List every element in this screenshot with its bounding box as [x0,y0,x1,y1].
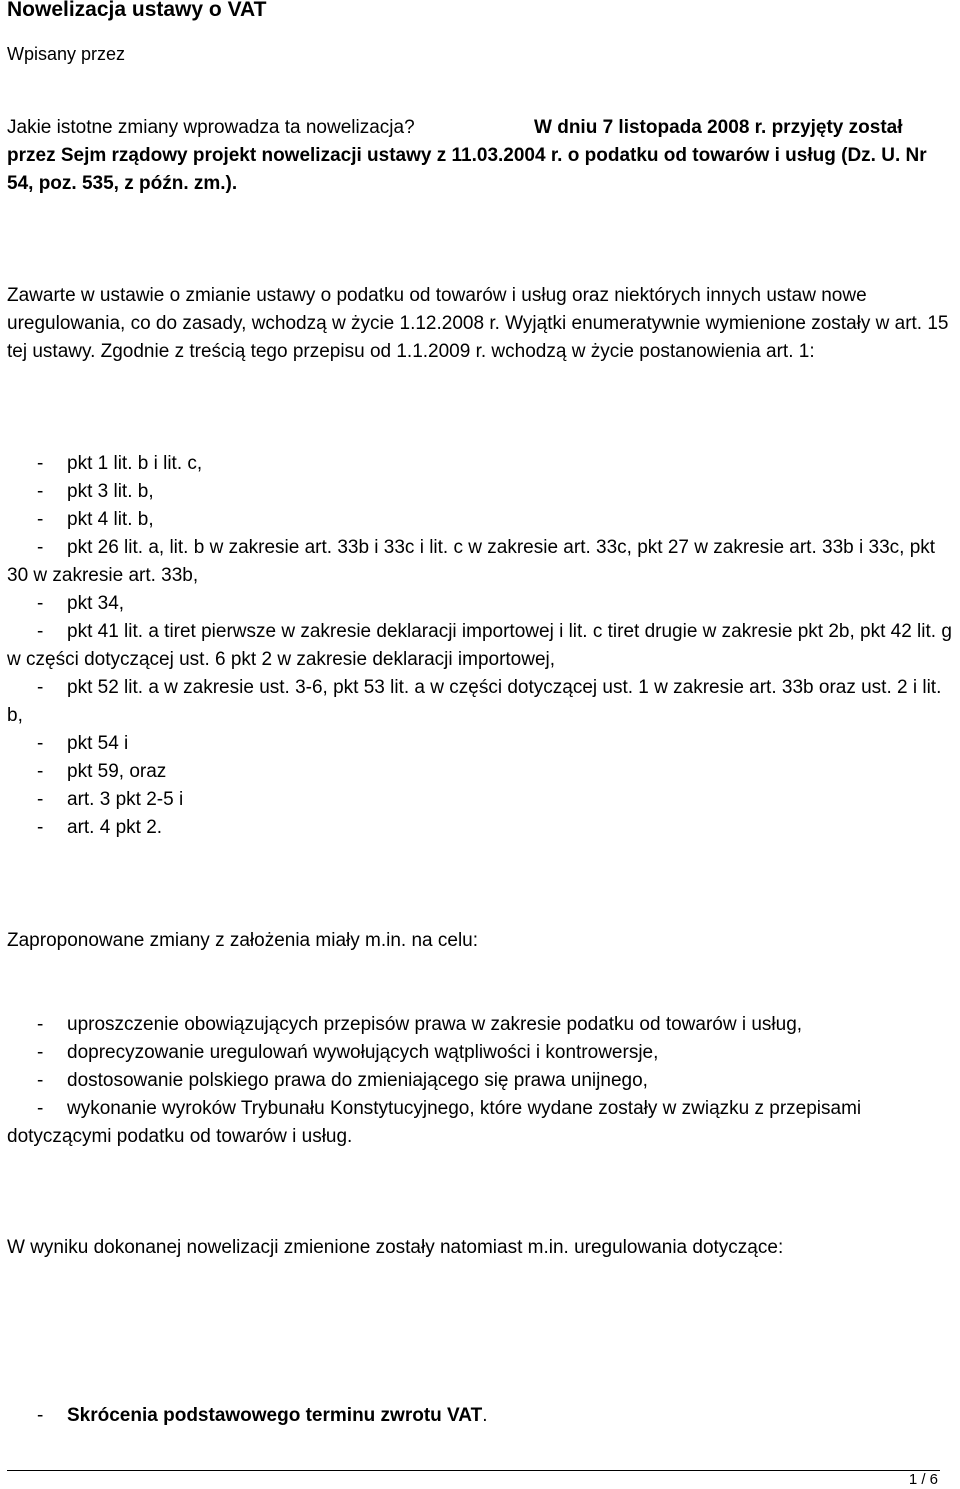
goals-list [7,1011,952,1151]
list-item [7,786,952,814]
list-item [7,814,952,842]
list-dash: - [37,1405,44,1426]
list-item-text: pkt 34, [67,593,125,614]
list-dash: - [37,761,44,782]
list-dash: - [37,1042,44,1063]
list-dash: - [37,593,44,614]
list-dash: - [37,1014,44,1035]
changes-list [7,1402,952,1430]
list-dash: - [37,789,44,810]
list-item [7,534,952,590]
list-dash: - [37,1070,44,1091]
list-item-bold-text: Skrócenia podstawowego terminu zwrotu VAT [67,1405,483,1426]
list-item [7,450,952,478]
list-item-text: pkt 52 lit. a w zakresie ust. 3-6, pkt 53 lit. a w części dotyczącej ust. 1 w zakresie art. 33b oraz ust. 2 i lit. b, [7,677,942,726]
list-item [7,1402,952,1430]
list-dash: - [37,537,44,558]
paragraph-effective-dates: Zawarte w ustawie o zmianie ustawy o podatku od towarów i usług oraz niektórych innych ustaw nowe uregulowania, co do zasady, wchodzą w życie 1.12.2008 r. Wyjątki enumeratywnie wymienione zostały w art. 15 tej ustawy. Zgodnie z treścią tego przepisu od 1.1.2009 r. wchodzą w życie postanowienia art. 1: [7,285,949,362]
list-item [7,674,952,730]
list-dash: - [37,621,44,642]
intro-paragraph [7,114,952,198]
author-byline: Wpisany przez [7,44,126,64]
intro-statement-line1: W dniu 7 listopada 2008 r. przyjęty [534,117,844,138]
list-item-text: dostosowanie polskiego prawa do zmieniającego się prawa unijnego, [67,1070,648,1091]
page-title: Nowelizacja ustawy o VAT [7,0,267,21]
list-item [7,1011,952,1039]
list-item [7,618,952,674]
list-item-text: pkt 41 lit. a tiret pierwsze w zakresie deklaracji importowej i lit. c tiret drugie w zakresie pkt 2b, pkt 42 lit. g w części dotyczącej ust. 6 pkt 2 w zakresie deklaracji importowej, [7,621,952,670]
list-item-text: pkt 3 lit. b, [67,481,154,502]
list-item [7,758,952,786]
list-item-text: art. 3 pkt 2-5 i [67,789,184,810]
list-item-text: uproszczenie obowiązujących przepisów prawa w zakresie podatku od towarów i usług, [67,1014,803,1035]
list-dash: - [37,733,44,754]
list-item-tail: . [482,1405,488,1426]
list-item [7,590,952,618]
paragraph-changes: W wyniku dokonanej nowelizacji zmienione zostały natomiast m.in. uregulowania dotyczące: [7,1237,784,1258]
list-item [7,730,952,758]
list-item [7,1095,952,1151]
intro-statement-rest: został przez Sejm rządowy projekt nowelizacji ustawy z 11.03.2004 r. o podatku od towarów i usług (Dz. U. Nr 54, poz. 535, z późn. zm.). [7,117,927,194]
list-dash: - [37,677,44,698]
list-dash: - [37,817,44,838]
list-item-text: wykonanie wyroków Trybunału Konstytucyjnego, które wydane zostały w związku z przepisami dotyczącymi podatku od towarów i usług. [7,1098,862,1147]
list-item-text: pkt 4 lit. b, [67,509,154,530]
list-dash: - [37,1098,44,1119]
paragraph-goals: Zaproponowane zmiany z założenia miały m.in. na celu: [7,930,479,951]
exceptions-list [7,450,952,842]
footer-divider [7,1470,940,1471]
list-item-text: pkt 26 lit. a, lit. b w zakresie art. 33b i 33c i lit. c w zakresie art. 33c, pkt 27 w zakresie art. 33b i 33c, pkt 30 w zakresie art. 33b, [7,537,936,586]
list-item-text: pkt 59, oraz [67,761,167,782]
list-item [7,478,952,506]
list-item [7,1039,952,1067]
list-item-text: pkt 54 i [67,733,129,754]
list-dash: - [37,481,44,502]
page-number: 1 / 6 [908,1471,938,1488]
intro-question: Jakie istotne zmiany wprowadza ta nowelizacja? [7,117,415,138]
list-item-text: doprecyzowanie uregulowań wywołujących wątpliwości i kontrowersje, [67,1042,659,1063]
list-item-text: art. 4 pkt 2. [67,817,163,838]
list-item [7,506,952,534]
list-dash: - [37,453,44,474]
list-dash: - [37,509,44,530]
list-item-text: pkt 1 lit. b i lit. c, [67,453,203,474]
list-item [7,1067,952,1095]
